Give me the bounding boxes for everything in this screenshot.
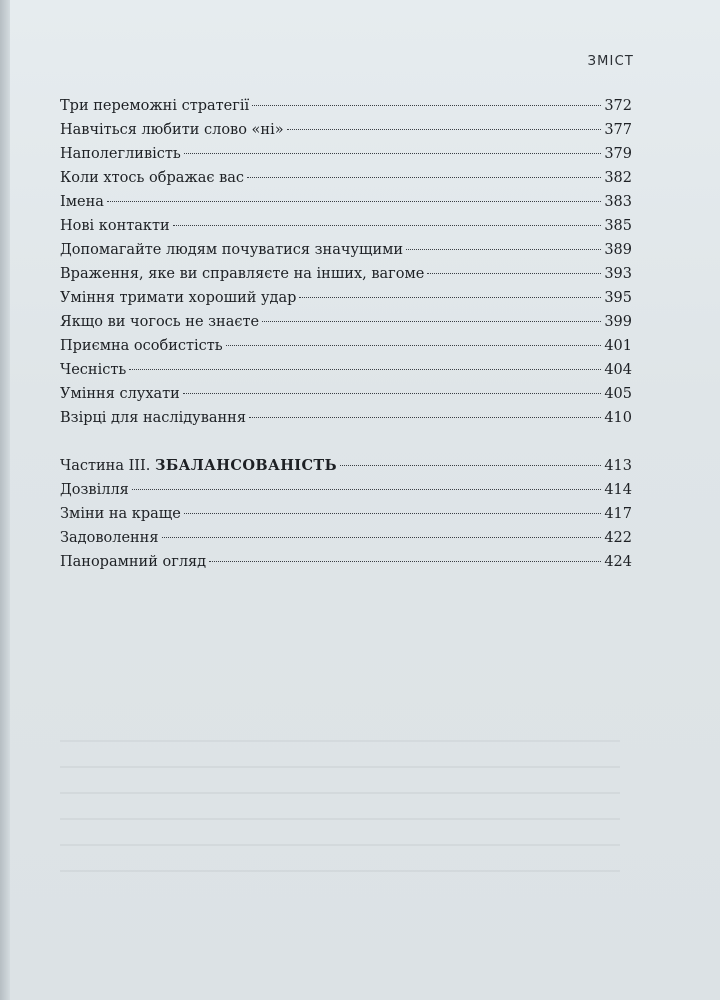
toc-entry [60, 94, 632, 118]
toc-entry-title: Якщо ви чогось не знаєте [60, 314, 260, 330]
toc-entry [60, 382, 632, 406]
toc-entry [60, 550, 632, 574]
toc-entry-title: Приємна особистість [60, 338, 223, 354]
toc-entry-title: Панорамний огляд [60, 554, 207, 570]
toc-part-name: ЗБАЛАНСОВАНІСТЬ [154, 457, 337, 474]
toc-entry-title: Зміни на краще [60, 506, 181, 522]
toc-gap [60, 430, 632, 454]
toc-page-number: 382 [604, 170, 632, 186]
toc-dot-leader [173, 225, 601, 226]
toc-dot-leader [209, 561, 601, 562]
toc-entry-title: Коли хтось ображає вас [60, 170, 245, 186]
toc-dot-leader [406, 249, 601, 250]
toc-group-part3-chapters [60, 478, 632, 574]
toc-part-prefix: Частина ІІІ. [60, 458, 155, 474]
toc-entry [60, 526, 632, 550]
toc-dot-leader [184, 513, 601, 514]
toc-page-number: 395 [604, 290, 632, 306]
toc-entry-title: Задоволення [60, 530, 159, 546]
toc-page-number: 405 [604, 386, 632, 402]
toc-entry [60, 262, 632, 286]
toc-page-number: 389 [604, 242, 632, 258]
toc-page-number: 383 [604, 194, 632, 210]
toc-page-number: 404 [604, 362, 632, 378]
toc-entry [60, 478, 632, 502]
page-spine-shadow [0, 0, 10, 1000]
toc-page-number: 377 [604, 122, 632, 138]
toc-entry-title: Взірці для наслідування [60, 410, 246, 426]
toc-dot-leader [262, 321, 601, 322]
toc-page-number: 393 [604, 266, 632, 282]
toc-page-number: 399 [604, 314, 632, 330]
toc-entry [60, 286, 632, 310]
running-header: ЗМІСТ [587, 54, 634, 69]
toc-entry [60, 214, 632, 238]
toc-entry-title: Нові контакти [60, 218, 170, 234]
toc-dot-leader [162, 537, 602, 538]
toc-page-number: 414 [604, 482, 632, 498]
toc-entry [60, 406, 632, 430]
toc-entry-title: Допомагайте людям почуватися значущими [60, 242, 404, 258]
toc-dot-leader [107, 201, 601, 202]
toc-entry [60, 358, 632, 382]
toc-page-number: 413 [604, 458, 632, 474]
toc-entry-title: Три переможні стратегії [60, 98, 250, 114]
toc-entry [60, 142, 632, 166]
toc-page-number: 417 [604, 506, 632, 522]
toc-dot-leader [249, 417, 601, 418]
toc-dot-leader [247, 177, 601, 178]
table-of-contents [60, 94, 632, 574]
toc-dot-leader [427, 273, 601, 274]
toc-entry [60, 310, 632, 334]
toc-page-number: 424 [604, 554, 632, 570]
toc-dot-leader [129, 369, 601, 370]
toc-part-title [60, 454, 337, 478]
toc-entry [60, 190, 632, 214]
bleed-through-texture [60, 740, 620, 940]
toc-dot-leader [299, 297, 601, 298]
toc-dot-leader [184, 153, 601, 154]
toc-page-number: 410 [604, 410, 632, 426]
toc-entry-title: Враження, яке ви справляєте на інших, вагоме [60, 266, 425, 282]
toc-dot-leader [226, 345, 601, 346]
toc-entry-title: Наполегливість [60, 146, 181, 162]
toc-dot-leader [132, 489, 601, 490]
toc-dot-leader [183, 393, 601, 394]
toc-page-number: 385 [604, 218, 632, 234]
toc-dot-leader [252, 105, 601, 106]
toc-entry [60, 238, 632, 262]
toc-part-heading [60, 454, 632, 478]
toc-entry [60, 118, 632, 142]
toc-page-number: 422 [604, 530, 632, 546]
toc-entry-title: Імена [60, 194, 104, 210]
toc-page-number: 401 [604, 338, 632, 354]
toc-entry-title: Чесність [60, 362, 127, 378]
toc-dot-leader [340, 465, 601, 466]
toc-page-number: 372 [604, 98, 632, 114]
toc-dot-leader [287, 129, 601, 130]
toc-entry [60, 166, 632, 190]
toc-group-part2-chapters [60, 94, 632, 430]
toc-entry-title: Уміння тримати хороший удар [60, 290, 297, 306]
toc-entry-title: Уміння слухати [60, 386, 180, 402]
toc-entry-title: Навчіться любити слово «ні» [60, 122, 284, 138]
toc-entry [60, 502, 632, 526]
toc-entry [60, 334, 632, 358]
toc-page-number: 379 [604, 146, 632, 162]
toc-entry-title: Дозвілля [60, 482, 129, 498]
